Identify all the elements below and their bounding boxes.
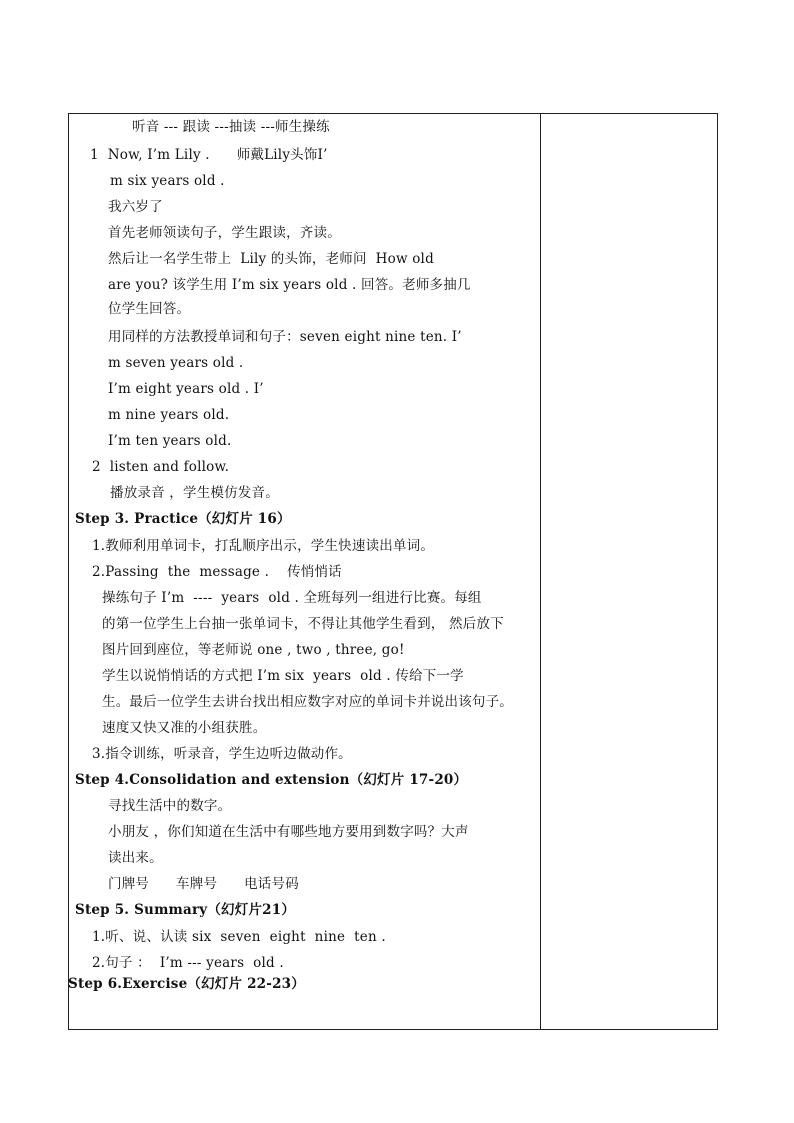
text-line-8: 位学生回答。 xyxy=(108,301,191,317)
column-divider xyxy=(540,113,541,1030)
text-line-15: 播放录音 ，学生模仿发音。 xyxy=(110,485,279,501)
text-line-2: 1 Now, I’m Lily . 师戴Lily头饰I’ xyxy=(90,147,328,163)
text-line-6: 然后让一名学生带上 Lily 的头饰，老师问 How old xyxy=(108,251,434,267)
text-line-18: 2.Passing the message . 传悄悄话 xyxy=(92,564,342,580)
step-5-heading: Step 5. Summary（幻灯片21） xyxy=(75,902,296,918)
text-line-24: 速度又快又准的小组获胜。 xyxy=(102,720,267,736)
text-line-5: 首先老师领读句子，学生跟读，齐读。 xyxy=(108,225,341,241)
text-line-27: 寻找生活中的数字。 xyxy=(108,798,232,814)
text-line-25: 3.指令训练，听录音，学生边听边做动作。 xyxy=(92,746,352,762)
text-line-32: 1.听、说、认读 six seven eight nine ten . xyxy=(92,929,386,945)
text-line-13: I’m ten years old. xyxy=(108,433,232,449)
text-line-28: 小朋友 ，你们知道在生活中有哪些地方要用到数字吗？大声 xyxy=(108,824,469,840)
step-3-heading: Step 3. Practice（幻灯片 16） xyxy=(75,511,291,527)
text-line-19: 操练句子 I’m ---- years old . 全班每列一组进行比赛。每组 xyxy=(102,590,482,606)
text-line-1: 听音 --- 跟读 ---抽读 ---师生操练 xyxy=(132,119,330,135)
text-line-10: m seven years old . xyxy=(108,355,244,371)
text-line-20: 的第一位学生上台抽一张单词卡，不得让其他学生看到， 然后放下 xyxy=(102,616,504,632)
text-line-23: 生。最后一位学生去讲台找出相应数字对应的单词卡并说出该句子。 xyxy=(102,694,513,710)
text-line-14: 2 listen and follow. xyxy=(92,459,230,475)
text-line-33: 2.句子 ： I’m --- years old . xyxy=(92,955,284,971)
text-line-9: 用同样的方法教授单词和句子：seven eight nine ten. I’ xyxy=(108,329,462,345)
text-line-22: 学生以说悄悄话的方式把 I’m six years old . 传给下一学 xyxy=(102,668,464,684)
text-line-7: are you? 该学生用 I’m six years old . 回答。老师多抽几 xyxy=(108,277,471,293)
text-line-3: m six years old . xyxy=(110,173,225,189)
text-line-29: 读出来。 xyxy=(108,850,163,866)
text-line-12: m nine years old. xyxy=(108,407,230,423)
text-line-4: 我六岁了 xyxy=(108,199,163,215)
step-6-heading: Step 6.Exercise（幻灯片 22-23） xyxy=(68,976,305,992)
text-line-30: 门牌号 车牌号 电话号码 xyxy=(108,876,299,892)
text-line-21: 图片回到座位，等老师说 one , two , three, go! xyxy=(102,642,405,658)
text-line-11: I’m eight years old . I’ xyxy=(108,381,264,397)
text-line-17: 1.教师利用单词卡，打乱顺序出示，学生快速读出单词。 xyxy=(92,538,435,554)
step-4-heading: Step 4.Consolidation and extension（幻灯片 17-20） xyxy=(75,772,468,788)
